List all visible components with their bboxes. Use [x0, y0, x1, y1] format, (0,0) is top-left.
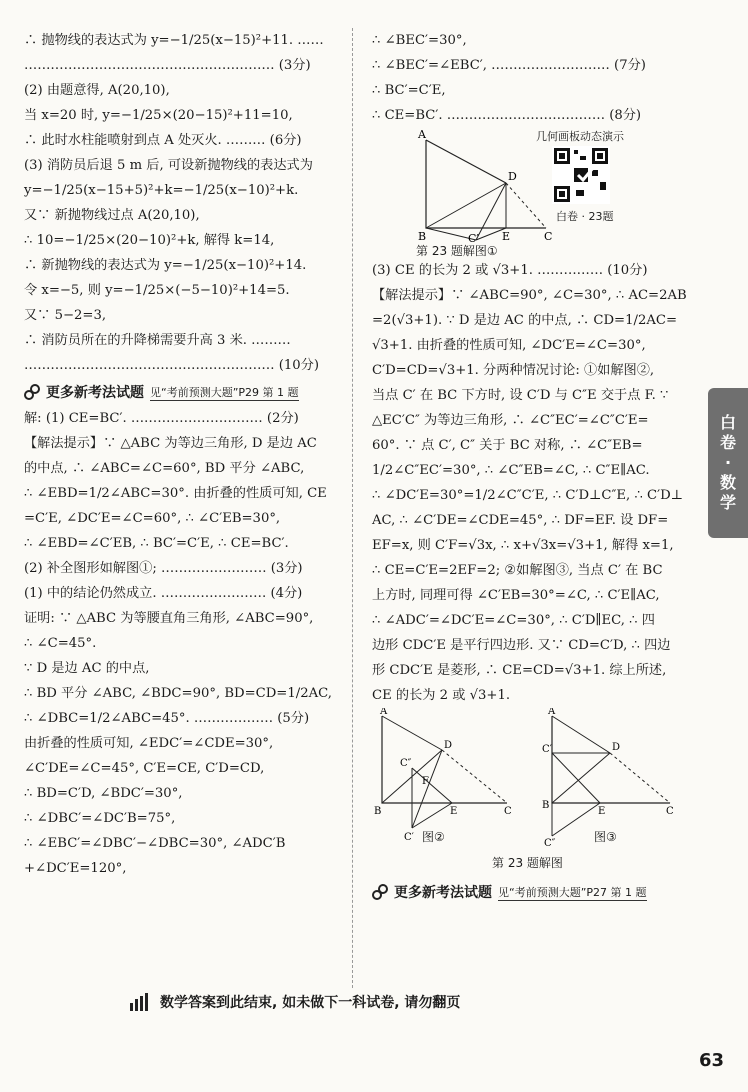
side-tab-char: 卷 — [719, 433, 736, 452]
side-tab-char: 白 — [719, 413, 736, 432]
text-line: +∠DC′E=120°, — [24, 861, 127, 876]
text-line: ∴ 抛物线的表达式为 y=−1/25(x−15)²+11. …… — [24, 33, 324, 48]
text-line: 又∵ 新抛物线过点 A(20,10), — [24, 208, 200, 223]
more-title: 更多新考法试题 — [46, 385, 144, 401]
text-line: 令 x=−5, 则 y=−1/25×(−5−10)²+14=5. — [24, 283, 290, 298]
figure-caption-2: 图② — [422, 830, 445, 844]
text-line: AC, ∴ ∠C′DE=∠CDE=45°, ∴ DF=EF. 设 DF= — [372, 513, 669, 528]
figure-caption-3: 图③ — [594, 830, 617, 844]
solution-q23-part3 — [372, 258, 690, 708]
svg-text:C′: C′ — [542, 744, 552, 755]
text-line: ∴ ∠EBD=∠C′EB, ∴ BC′=C′E, ∴ CE=BC′. — [24, 536, 289, 551]
text-line: ∴ BC′=C′E, — [372, 83, 446, 98]
qr-code-label: 白卷 · 23题 — [556, 210, 614, 223]
svg-text:A: A — [548, 708, 556, 717]
text-line: =C′E, ∠DC′E=∠C=60°, ∴ ∠C′EB=30°, — [24, 511, 281, 526]
text-line: ∴ BD=C′D, ∠BDC′=30°, — [24, 786, 183, 801]
label-c-prime: C′ — [468, 232, 479, 243]
label-c: C — [544, 230, 553, 243]
svg-text:A: A — [380, 708, 388, 717]
text-line: 解: (1) CE=BC′. ………………………… (2分) — [24, 411, 299, 426]
right-column — [372, 28, 690, 906]
more-questions-link-left[interactable] — [24, 378, 340, 406]
side-tab-char: 数 — [719, 473, 736, 492]
link-icon — [24, 384, 40, 400]
page-number: 63 — [698, 1050, 724, 1071]
solution-q23-cont — [372, 28, 690, 128]
text-line: ∴ ∠ADC′=∠DC′E=∠C=30°, ∴ C′D∥EC, ∴ 四 — [372, 613, 655, 628]
text-line: ∴ ∠EBC′=∠DBC′−∠DBC=30°, ∠ADC′B — [24, 836, 286, 851]
text-line: y=−1/25(x−15+5)²+k=−1/25(x−10)²+k. — [24, 183, 299, 198]
label-d: D — [508, 170, 517, 183]
text-line: ∵ D 是边 AC 的中点, — [24, 661, 150, 676]
text-line: ∴ 新抛物线的表达式为 y=−1/25(x−10)²+14. — [24, 258, 307, 273]
figure-caption-23: 第 23 题解图 — [492, 856, 563, 870]
text-line: (2) 补全图形如解图①; …………………… (3分) — [24, 561, 303, 576]
triangle-diagram-1 — [416, 128, 556, 243]
text-line: (3) CE 的长为 2 或 √3+1. …………… (10分) — [372, 263, 648, 278]
side-tab-char: · — [724, 453, 732, 472]
label-a: A — [418, 128, 426, 141]
text-line: (3) 消防员后退 5 m 后, 可设新抛物线的表达式为 — [24, 158, 313, 173]
text-line: 又∵ 5−2=3, — [24, 308, 107, 323]
more-reference: 见“考前预测大题”P27 第 1 题 — [498, 885, 647, 899]
text-line: 当 x=20 时, y=−1/25×(20−15)²+11=10, — [24, 108, 293, 123]
svg-text:D: D — [444, 740, 453, 751]
side-tab-char: 学 — [719, 493, 736, 512]
text-line: 【解法提示】∵ △ABC 为等边三角形, D 是边 AC — [24, 436, 317, 451]
label-b: B — [418, 230, 427, 243]
svg-text:C: C — [504, 806, 512, 817]
text-line: EF=x, 则 C′F=√3x, ∴ x+√3x=√3+1, 解得 x=1, — [372, 538, 674, 553]
solution-q23 — [24, 406, 340, 881]
triangle-diagram-3 — [540, 708, 680, 848]
figure-23-1 — [372, 128, 690, 258]
text-line: 【解法提示】∵ ∠ABC=90°, ∠C=30°, ∴ AC=2AB — [372, 288, 687, 303]
text-line: 由折叠的性质可知, ∠EDC′=∠CDE=30°, — [24, 736, 274, 751]
text-line: ∴ ∠BEC′=30°, — [372, 33, 467, 48]
text-line: 当点 C′ 在 BC 下方时, 设 C′D 与 C″E 交于点 F. ∵ — [372, 388, 669, 403]
svg-text:E: E — [450, 806, 458, 817]
qr-code-icon[interactable] — [552, 146, 610, 204]
svg-text:D: D — [612, 742, 621, 753]
text-line: ∴ ∠DBC′=∠DC′B=75°, — [24, 811, 176, 826]
text-line: 1/2∠C″EC′=30°, ∴ ∠C″EB=∠C, ∴ C″E∥AC. — [372, 463, 650, 478]
text-line: ∴ ∠C=45°. — [24, 636, 97, 651]
left-column — [24, 28, 340, 881]
text-line: ∴ ∠EBD=1/2∠ABC=30°. 由折叠的性质可知, CE — [24, 486, 327, 501]
figure-caption-1: 第 23 题解图① — [416, 244, 498, 258]
svg-text:C″: C″ — [544, 838, 556, 848]
text-line: 的中点, ∴ ∠ABC=∠C=60°, BD 平分 ∠ABC, — [24, 461, 305, 476]
text-line: 形 CDC′E 是菱形, ∴ CE=CD=√3+1. 综上所述, — [372, 663, 667, 678]
text-line: =2(√3+1). ∵ D 是边 AC 的中点, ∴ CD=1/2AC= — [372, 313, 677, 328]
svg-text:C′: C′ — [404, 832, 414, 843]
text-line: ∴ 10=−1/25×(20−10)²+k, 解得 k=14, — [24, 233, 275, 248]
text-line: ∴ BD 平分 ∠ABC, ∠BDC=90°, BD=CD=1/2AC, — [24, 686, 332, 701]
more-questions-link-right[interactable] — [372, 878, 690, 906]
text-line: ∴ 消防员所在的升降梯需要升高 3 米. ……… — [24, 333, 291, 348]
qr-title: 几何画板动态演示 — [536, 130, 624, 143]
text-line: 60°. ∵ 点 C′, C″ 关于 BC 对称, ∴ ∠C″EB= — [372, 438, 643, 453]
text-line: 证明: ∵ △ABC 为等腰直角三角形, ∠ABC=90°, — [24, 611, 314, 626]
link-icon — [372, 884, 388, 900]
text-line: △EC′C″ 为等边三角形, ∴ ∠C″EC′=∠C″C′E= — [372, 413, 649, 428]
end-notice — [130, 990, 550, 1014]
text-line: ∴ ∠BEC′=∠EBC′, ……………………… (7分) — [372, 58, 646, 73]
svg-text:F: F — [422, 776, 429, 787]
bars-icon — [130, 993, 152, 1011]
text-line: (2) 由题意得, A(20,10), — [24, 83, 170, 98]
text-line: ∴ ∠DC′E=30°=1/2∠C″C′E, ∴ C′D⊥C″E, ∴ C′D⊥ — [372, 488, 684, 503]
end-notice-text: 数学答案到此结束, 如未做下一科试卷, 请勿翻页 — [160, 995, 461, 1011]
text-line: ∴ 此时水柱能喷射到点 A 处灭火. ……… (6分) — [24, 133, 302, 148]
text-line: (1) 中的结论仍然成立. …………………… (4分) — [24, 586, 303, 601]
solution-q22-part — [24, 28, 340, 378]
text-line: ∠C′DE=∠C=45°, C′E=CE, C′D=CD, — [24, 761, 265, 776]
svg-text:C: C — [666, 806, 674, 817]
text-line: √3+1. 由折叠的性质可知, ∠DC′E=∠C=30°, — [372, 338, 646, 353]
text-line: ………………………………………………… (10分) — [24, 358, 320, 373]
text-line: ∴ ∠DBC=1/2∠ABC=45°. ……………… (5分) — [24, 711, 310, 726]
text-line: 上方时, 同理可得 ∠C′EB=30°=∠C, ∴ C′E∥AC, — [372, 588, 660, 603]
text-line: ∴ CE=C′E=2EF=2; ②如解图③, 当点 C′ 在 BC — [372, 563, 663, 578]
text-line: C′D=CD=√3+1. 分两种情况讨论: ①如解图②, — [372, 363, 655, 378]
text-line: ∴ CE=BC′. ……………………………… (8分) — [372, 108, 642, 123]
label-e: E — [502, 230, 511, 243]
more-reference: 见“考前预测大题”P29 第 1 题 — [150, 385, 299, 399]
svg-text:B: B — [374, 806, 382, 817]
column-divider — [352, 28, 353, 988]
figure-23-2-3 — [372, 708, 690, 878]
svg-text:B: B — [542, 800, 550, 811]
text-line: ………………………………………………… (3分) — [24, 58, 311, 73]
svg-text:C″: C″ — [400, 758, 412, 769]
triangle-diagram-2 — [372, 708, 522, 848]
svg-text:E: E — [598, 806, 606, 817]
side-tab-subject[interactable] — [708, 388, 748, 538]
text-line: CE 的长为 2 或 √3+1. — [372, 688, 511, 703]
text-line: 边形 CDC′E 是平行四边形. 又∵ CD=C′D, ∴ 四边 — [372, 638, 671, 653]
more-title: 更多新考法试题 — [394, 885, 492, 901]
